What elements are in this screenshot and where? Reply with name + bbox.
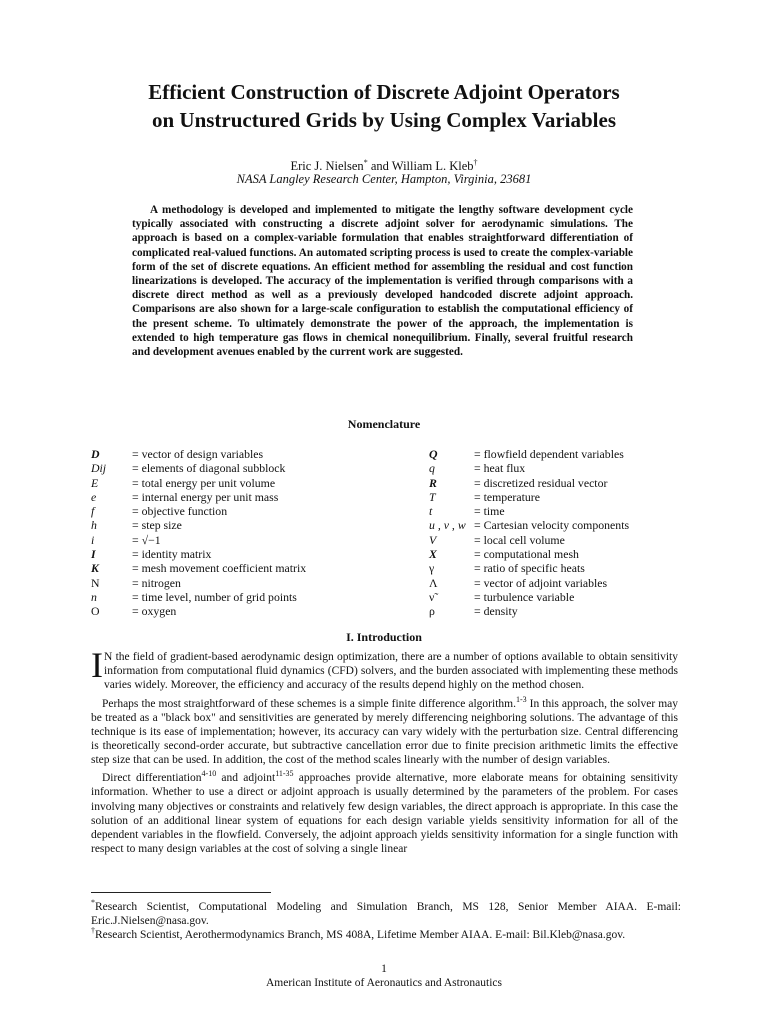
nomenclature-entry xyxy=(91,590,391,604)
nomenclature-entry xyxy=(91,504,391,518)
nomenclature-symbol: f xyxy=(91,504,95,519)
nomenclature-entry xyxy=(429,590,719,604)
nomenclature-entry xyxy=(91,447,391,461)
intro-paragraph-2-text-b: In this approach, the solver may be treated as a "black box" and sensitivities are generated by merely differencing neighboring solutions. The advantage of this technique is its ease of implementation; however, its accuracy can vary widely with the perturbation size. Central differencing is theoretically second-order accurate, but subtractive cancellation error due to finite precision arithmetic limits the effective step size that can be used. In addition, the cost of the method scales linearly with the number of design variables. xyxy=(91,697,678,767)
nomenclature-left-column xyxy=(91,447,391,619)
nomenclature-symbol: n xyxy=(91,589,97,604)
nomenclature-definition: = time level, number of grid points xyxy=(132,589,297,604)
citation-ref: 11-35 xyxy=(275,769,294,779)
nomenclature-symbol: u , v , w xyxy=(429,518,466,533)
nomenclature-entry xyxy=(91,490,391,504)
footnote-2 xyxy=(91,924,681,942)
nomenclature-symbol: ν̃ xyxy=(429,589,435,604)
intro-paragraph-3-text-a: Direct differentiation xyxy=(102,772,202,785)
footnote-2-mark: † xyxy=(91,926,95,935)
footnote-1-mark: * xyxy=(91,898,95,907)
nomenclature-right-column xyxy=(429,447,719,619)
nomenclature-definition: = nitrogen xyxy=(132,575,181,590)
nomenclature-definition: = internal energy per unit mass xyxy=(132,489,279,504)
intro-paragraph-3 xyxy=(91,767,678,856)
footer-organization: American Institute of Aeronautics and Astronautics xyxy=(265,977,502,989)
introduction-body xyxy=(91,645,679,857)
nomenclature-definition: = temperature xyxy=(474,489,540,504)
nomenclature-definition: = discretized residual vector xyxy=(474,475,608,490)
nomenclature-definition: = computational mesh xyxy=(474,547,579,562)
nomenclature-entry xyxy=(429,447,719,461)
nomenclature-symbol: Q xyxy=(429,447,438,461)
nomenclature-entry xyxy=(91,576,391,590)
nomenclature-definition: = turbulence variable xyxy=(474,589,575,604)
nomenclature-symbol: O xyxy=(91,604,100,619)
author-1: Eric J. Nielsen xyxy=(290,159,364,174)
nomenclature-definition: = heat flux xyxy=(474,461,526,476)
nomenclature-definition: = time xyxy=(474,504,505,519)
nomenclature-symbol: Λ xyxy=(429,575,438,590)
intro-paragraph-1-text: N the field of gradient-based aerodynamic design optimization, there are a number of options available to obtain sensitivity information from computational fluid dynamics (CFD) solvers, and the burden associated with implementing these methods varies widely. Moreover, the efficiency and accuracy of the results depend highly on the method chosen. xyxy=(104,651,678,692)
nomenclature-entry xyxy=(429,576,719,590)
nomenclature-symbol: I xyxy=(91,547,96,562)
footnote-1-text: Research Scientist, Computational Modeling and Simulation Branch, MS 128, Senior Member AIAA. E-mail: Eric.J.Nielsen@nasa.gov. xyxy=(91,900,681,927)
title-line-2: on Unstructured Grids by Using Complex Variables xyxy=(151,108,616,132)
nomenclature-symbol: h xyxy=(91,518,97,533)
nomenclature-entry xyxy=(91,476,391,490)
nomenclature-entry xyxy=(91,461,391,475)
author-1-mark: * xyxy=(363,158,368,167)
nomenclature-entry xyxy=(429,518,719,532)
nomenclature-symbol: E xyxy=(91,475,99,490)
author-2-mark: † xyxy=(473,158,478,167)
nomenclature-definition: = √−1 xyxy=(132,532,161,547)
nomenclature-symbol: V xyxy=(429,532,437,547)
nomenclature-definition: = ratio of specific heats xyxy=(474,561,585,576)
author-separator: and xyxy=(367,159,392,174)
nomenclature-entry xyxy=(91,604,391,618)
paper-title xyxy=(60,78,708,134)
nomenclature-symbol: K xyxy=(91,561,99,576)
nomenclature-definition: = total energy per unit volume xyxy=(132,475,276,490)
nomenclature-entry xyxy=(429,461,719,475)
nomenclature-symbol: γ xyxy=(429,561,435,576)
intro-paragraph-1 xyxy=(91,645,678,693)
nomenclature-symbol: Dij xyxy=(91,461,107,476)
nomenclature-entry xyxy=(91,533,391,547)
nomenclature-definition: = oxygen xyxy=(132,604,177,619)
nomenclature-entry xyxy=(429,604,719,618)
nomenclature-definition: = density xyxy=(474,604,518,619)
citation-ref: 1-3 xyxy=(515,694,527,704)
nomenclature-entry xyxy=(91,561,391,575)
nomenclature-definition: = Cartesian velocity components xyxy=(474,518,630,533)
nomenclature-definition: = vector of adjoint variables xyxy=(474,575,608,590)
citation-ref: 4-10 xyxy=(201,769,217,779)
nomenclature-entry xyxy=(429,533,719,547)
nomenclature-entry xyxy=(91,518,391,532)
intro-paragraph-3-text-b: and adjoint xyxy=(216,772,276,785)
nomenclature-symbol: q xyxy=(429,461,435,476)
nomenclature-symbol: D xyxy=(91,447,100,461)
nomenclature-heading: Nomenclature xyxy=(347,417,421,431)
nomenclature-symbol: X xyxy=(429,547,437,562)
nomenclature-symbol: R xyxy=(429,475,437,490)
nomenclature-symbol: t xyxy=(429,504,433,519)
intro-paragraph-3-text-c: approaches provide alternative, more elaborate means for obtaining sensitivity information. Whether to use a direct or adjoint approach is usually determined by the parameters of the problem. For cases involving many objectives or constraints and relatively few design variables, the direct approach is appropriate. In this case the solution of an additional linear system of equations for each design variable yields sensitivity information for all of the dependent variables in the flowfield. Conversely, the adjoint approach yields sensitivity information for a single function with respect to many design variables at the cost of solving a single linear xyxy=(91,772,679,856)
intro-paragraph-2 xyxy=(91,693,678,768)
nomenclature-entry xyxy=(429,547,719,561)
author-2: William L. Kleb xyxy=(391,159,474,174)
nomenclature-symbol: ρ xyxy=(429,604,435,619)
section-heading-introduction: I. Introduction xyxy=(346,630,422,644)
page-number: 1 xyxy=(381,963,387,975)
nomenclature-definition: = flowfield dependent variables xyxy=(474,447,624,461)
title-line-1: Efficient Construction of Discrete Adjoint Operators xyxy=(148,80,620,104)
nomenclature-symbol: i xyxy=(91,532,95,547)
nomenclature-definition: = objective function xyxy=(132,504,228,519)
nomenclature-entry xyxy=(429,561,719,575)
nomenclature-symbol: N xyxy=(91,575,100,590)
nomenclature-definition: = vector of design variables xyxy=(132,447,264,461)
intro-paragraph-2-text-a: Perhaps the most straightforward of these schemes is a simple finite difference algorithm. xyxy=(102,697,516,710)
nomenclature-definition: = mesh movement coefficient matrix xyxy=(132,561,307,576)
nomenclature-definition: = elements of diagonal subblock xyxy=(132,461,286,476)
nomenclature-entry xyxy=(429,490,719,504)
nomenclature-definition: = step size xyxy=(132,518,182,533)
footnote-2-text: Research Scientist, Aerothermodynamics Branch, MS 408A, Lifetime Member AIAA. E-mail: Bil.Kleb@nasa.gov. xyxy=(95,928,626,941)
nomenclature-entry xyxy=(429,504,719,518)
drop-cap: I xyxy=(91,645,103,685)
nomenclature-definition: = local cell volume xyxy=(474,532,565,547)
nomenclature-entry xyxy=(429,476,719,490)
nomenclature-definition: = identity matrix xyxy=(132,547,212,562)
affiliation: NASA Langley Research Center, Hampton, Virginia, 23681 xyxy=(236,172,532,186)
abstract: A methodology is developed and implemented to mitigate the lengthy software development cycle typically associated with constructing a discrete adjoint solver for aerodynamic simulations. The approach is based on a complex-variable formulation that enables straightforward differentiation of complicated real-valued functions. An automated scripting process is used to create the complex-variable form of the set of discrete equations. An efficient method for assembling the residual and cost function linearizations is developed. The accuracy of the implementation is verified through comparisons with a discrete direct method as well as a previously developed handcoded discrete adjoint approach. Comparisons are also shown for a large-scale configuration to establish the computational efficiency of the present scheme. To ultimately demonstrate the power of the approach, the implementation is extended to high temperature gas flows in chemical nonequilibrium. Finally, several fruitful research and development avenues enabled by the current work are suggested. xyxy=(132,204,633,359)
nomenclature-entry xyxy=(91,547,391,561)
nomenclature-symbol: e xyxy=(91,489,97,504)
footnote-rule xyxy=(91,892,271,893)
nomenclature-symbol: T xyxy=(429,489,436,504)
